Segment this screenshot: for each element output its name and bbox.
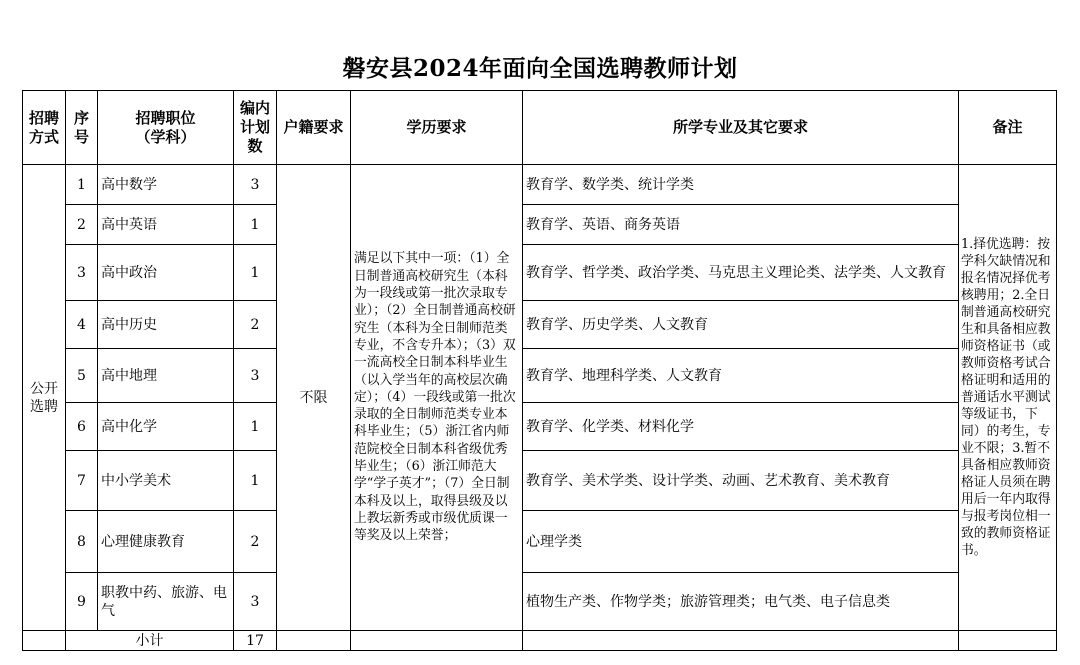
- header-education: 学历要求: [351, 91, 523, 165]
- table-row: [23, 403, 1057, 451]
- position-cell: 中小学美术: [98, 451, 234, 511]
- table-row: [23, 165, 1057, 205]
- major-cell: 教育学、化学类、材料化学: [523, 403, 959, 451]
- table-row: [23, 451, 1057, 511]
- header-seq: 序号: [66, 91, 98, 165]
- major-cell: 心理学类: [523, 511, 959, 573]
- table-row: [23, 301, 1057, 349]
- position-cell: 高中历史: [98, 301, 234, 349]
- major-cell: 教育学、数学类、统计学类: [523, 165, 959, 205]
- position-cell: 心理健康教育: [98, 511, 234, 573]
- subtotal-value: 17: [234, 631, 277, 651]
- quota-cell: 3: [234, 165, 277, 205]
- position-cell: 高中地理: [98, 349, 234, 403]
- quota-cell: 1: [234, 245, 277, 301]
- header-quota: 编内计划数: [234, 91, 277, 165]
- header-row: [23, 91, 1057, 165]
- seq-cell: 4: [66, 301, 98, 349]
- table-row: [23, 349, 1057, 403]
- quota-cell: 3: [234, 573, 277, 631]
- quota-cell: 2: [234, 511, 277, 573]
- seq-cell: 2: [66, 205, 98, 245]
- header-huji: 户籍要求: [277, 91, 351, 165]
- quota-cell: 3: [234, 349, 277, 403]
- seq-cell: 9: [66, 573, 98, 631]
- seq-cell: 6: [66, 403, 98, 451]
- position-cell: 高中数学: [98, 165, 234, 205]
- subtotal-blank-cell: [277, 631, 351, 651]
- huji-cell: 不限: [277, 165, 351, 631]
- seq-cell: 1: [66, 165, 98, 205]
- position-cell: 职教中药、旅游、电气: [98, 573, 234, 631]
- quota-cell: 1: [234, 205, 277, 245]
- remark-cell: 1.择优选聘：按学科欠缺情况和报名情况择优考核聘用；2.全日制普通高校研究生和具备相应教师资格证书（或教师资格考试合格证明和适用的普通话水平测试等级证书，下同）的考生，专业不限；3.暂不具备相应教师资格证人员须在聘用后一年内取得与报考岗位相一致的教师资格证书。: [959, 165, 1057, 631]
- table-row: [23, 205, 1057, 245]
- header-method: 招聘方式: [23, 91, 66, 165]
- quota-cell: 1: [234, 403, 277, 451]
- subtotal-row: [23, 631, 1057, 651]
- major-cell: 教育学、哲学类、政治学类、马克思主义理论类、法学类、人文教育: [523, 245, 959, 301]
- position-cell: 高中化学: [98, 403, 234, 451]
- position-cell: 高中英语: [98, 205, 234, 245]
- subtotal-blank-cell: [523, 631, 959, 651]
- major-cell: 教育学、地理科学类、人文教育: [523, 349, 959, 403]
- method-cell: 公开选聘: [23, 165, 66, 631]
- education-cell: 满足以下其中一项：（1）全日制普通高校研究生（本科为一段线或第一批次录取专业）；（2）全日制普通高校研究生（本科为全日制师范类专业，不含专升本）；（3）双一流高校全日制本科毕业生（以入学当年的高校层次确定）；（4）一段线或第一批次录取的全日制师范类专业本科毕业生；（5）浙江省内师范院校全日制本科省级优秀毕业生；（6）浙江师范大学“学子英才”；（7）全日制本科及以上，取得县级及以上教坛新秀或市级优质课一等奖及以上荣誉；: [351, 165, 523, 631]
- seq-cell: 5: [66, 349, 98, 403]
- major-cell: 教育学、美术学类、设计学类、动画、艺术教育、美术教育: [523, 451, 959, 511]
- page-title: 磐安县2024年面向全国选聘教师计划: [342, 55, 738, 82]
- major-cell: 教育学、历史学类、人文教育: [523, 301, 959, 349]
- seq-cell: 3: [66, 245, 98, 301]
- position-cell: 高中政治: [98, 245, 234, 301]
- quota-cell: 1: [234, 451, 277, 511]
- header-major: 所学专业及其它要求: [523, 91, 959, 165]
- subtotal-blank-cell: [351, 631, 523, 651]
- table-row: [23, 511, 1057, 573]
- seq-cell: 8: [66, 511, 98, 573]
- subtotal-blank-cell: [23, 631, 66, 651]
- quota-cell: 2: [234, 301, 277, 349]
- table-row: [23, 573, 1057, 631]
- table-row: [23, 245, 1057, 301]
- header-remark: 备注: [959, 91, 1057, 165]
- header-position: 招聘职位（学科）: [98, 91, 234, 165]
- major-cell: 教育学、英语、商务英语: [523, 205, 959, 245]
- seq-cell: 7: [66, 451, 98, 511]
- major-cell: 植物生产类、作物学类；旅游管理类；电气类、电子信息类: [523, 573, 959, 631]
- subtotal-label: 小计: [66, 631, 234, 651]
- recruitment-plan-table: [22, 90, 1057, 651]
- subtotal-blank-cell: [959, 631, 1057, 651]
